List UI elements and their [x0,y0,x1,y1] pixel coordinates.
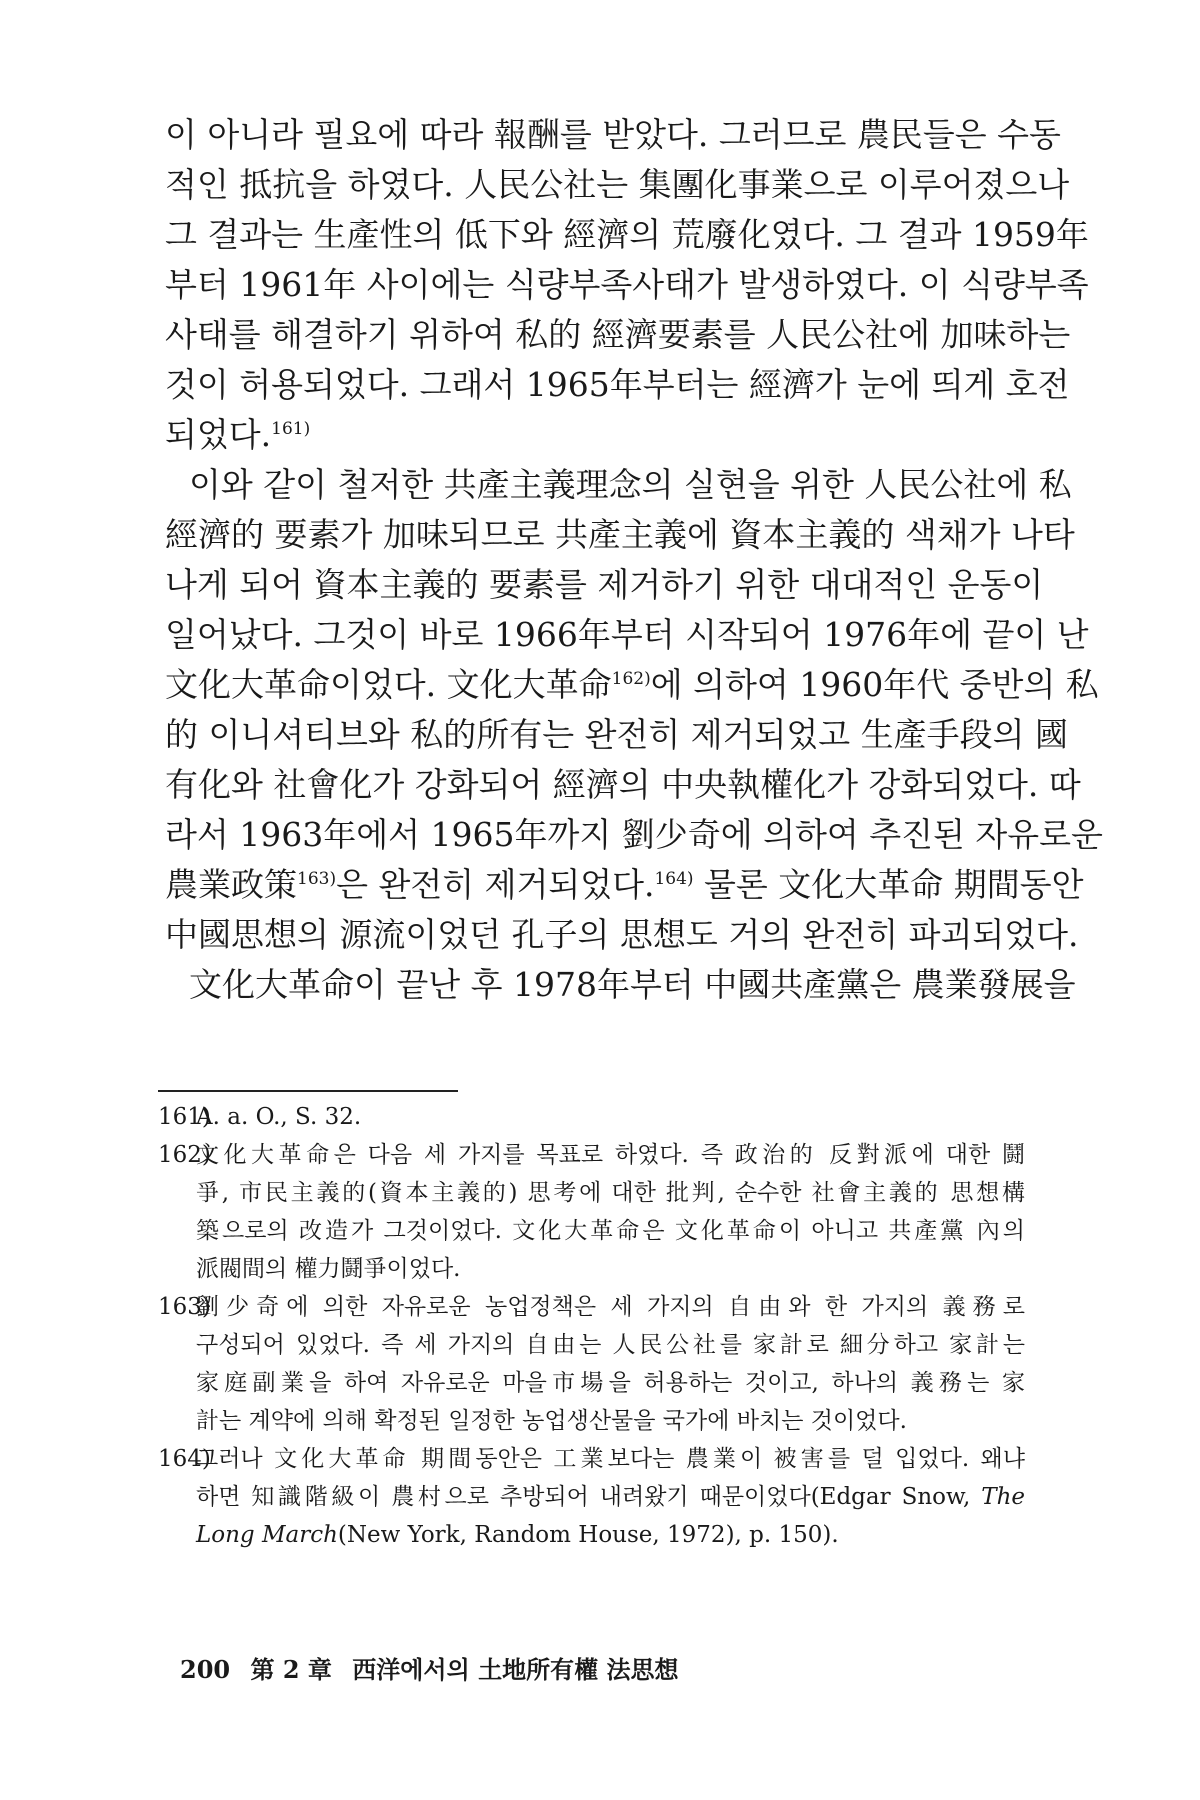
book-title-fragment: The [981,1484,1025,1510]
text-fragment: 은 완전히 제거되었다. [336,865,655,904]
text-line: 그 결과는 生產性의 低下와 經濟의 荒廢化였다. 그 결과 1959年 [165,215,1089,254]
text-line [165,860,1084,910]
book-title-fragment: Long March [196,1522,338,1548]
footnote-ref-164[interactable]: 164) [654,869,694,889]
text-line: 이 아니라 필요에 따라 報酬를 받았다. 그러므로 農民들은 수동 [165,115,1061,154]
text-line: 이와 같이 철저한 共產主義理念의 실현을 위한 人民公社에 私 [189,465,1072,504]
footnote-line [196,1516,1025,1554]
footnote-ref-161[interactable]: 161) [271,419,311,439]
footnote-line: 計는 계약에 의해 확정된 일정한 농업생산물을 국가에 바치는 것이었다. [196,1408,907,1434]
running-title: 西洋에서의 土地所有權 法思想 [352,1655,679,1684]
footnote-line: 爭, 市民主義的(資本主義的) 思考에 대한 批判, 순수한 社會主義的 思想構 [196,1180,1025,1206]
page-footer [180,1650,691,1685]
footnote-ref-163[interactable]: 163) [297,869,337,889]
text-line [165,660,1099,710]
footnote-line: 築으로의 改造가 그것이었다. 文化大革命은 文化革命이 아니고 共產黨 內의 [196,1218,1025,1244]
text-fragment: 農業政策 [165,865,297,904]
text-fragment: 에 의하여 1960年代 중반의 私 [650,665,1099,704]
footnote-ref-162[interactable]: 162) [611,669,651,689]
text-line: 나게 되어 資本主義的 要素를 제거하기 위한 대대적인 운동이 [165,565,1044,604]
text-fragment: (New York, Random House, 1972), p. 150). [337,1522,839,1548]
footnote-line [196,1478,1025,1516]
footnote-number: 162) [158,1142,211,1168]
page-number: 200 [180,1655,231,1684]
text-line: 사태를 해결하기 위하여 私的 經濟要素를 人民公社에 加味하는 [165,315,1071,354]
text-line: 有化와 社會化가 강화되어 經濟의 中央執權化가 강화되었다. 따 [165,765,1081,804]
text-line: 부터 1961年 사이에는 식량부족사태가 발생하였다. 이 식량부족 [165,265,1089,304]
text-fragment: 되었다. [165,415,272,454]
text-fragment: 물론 文化大革命 期間동안 [693,865,1084,904]
footnote-line: 구성되어 있었다. 즉 세 가지의 自由는 人民公社를 家計로 細分하고 家計는 [196,1332,1025,1358]
footnote-line: 文化大革命은 다음 세 가지를 목표로 하였다. 즉 政治的 反對派에 대한 鬪 [196,1142,1025,1168]
text-fragment: 文化大革命이었다. 文化大革命 [165,665,612,704]
footnote-line: 劉少奇에 의한 자유로운 농업정책은 세 가지의 自由와 한 가지의 義務로 [196,1294,1025,1320]
text-line [165,410,1025,460]
chapter-label: 第 2 章 [250,1655,332,1684]
text-line: 的 이니셔티브와 私的所有는 완전히 제거되었고 生產手段의 國 [165,715,1068,754]
footnote-line: A. a. O., S. 32. [196,1104,362,1130]
text-line: 것이 허용되었다. 그래서 1965年부터는 經濟가 눈에 띄게 호전 [165,365,1070,404]
footnote-164 [158,1440,1025,1554]
text-line: 라서 1963年에서 1965年까지 劉少奇에 의하여 추진된 자유로운 [165,815,1103,854]
text-line: 經濟的 要素가 加味되므로 共產主義에 資本主義的 색채가 나타 [165,515,1075,554]
text-line: 일어났다. 그것이 바로 1966年부터 시작되어 1976年에 끝이 난 [165,615,1089,654]
footnote-line: 家庭副業을 하여 자유로운 마을市場을 허용하는 것이고, 하나의 義務는 家 [196,1370,1025,1396]
text-line: 적인 抵抗을 하였다. 人民公社는 集團化事業으로 이루어졌으나 [165,165,1070,204]
footnote-line: 그러나 文化大革命 期間동안은 工業보다는 農業이 被害를 덜 입었다. 왜냐 [196,1446,1025,1472]
footnote-163 [158,1288,1025,1440]
footnotes [158,1098,1025,1554]
footnote-number: 161) [158,1104,211,1130]
footnote-number: 164) [158,1446,211,1472]
footnote-number: 163) [158,1294,211,1320]
footnote-divider [158,1090,458,1092]
main-text [165,110,1103,1010]
footnote-line: 派閥間의 權力鬪爭이었다. [196,1256,461,1282]
footnote-162 [158,1136,1025,1288]
text-line: 文化大革命이 끝난 후 1978年부터 中國共產黨은 農業發展을 [189,965,1076,1004]
text-line: 中國思想의 源流이었던 孔子의 思想도 거의 완전히 파괴되었다. [165,915,1079,954]
text-fragment: 하면 知識階級이 農村으로 추방되어 내려왔기 때문이었다(Edgar Snow, [196,1484,982,1510]
footnote-161 [158,1098,1025,1136]
